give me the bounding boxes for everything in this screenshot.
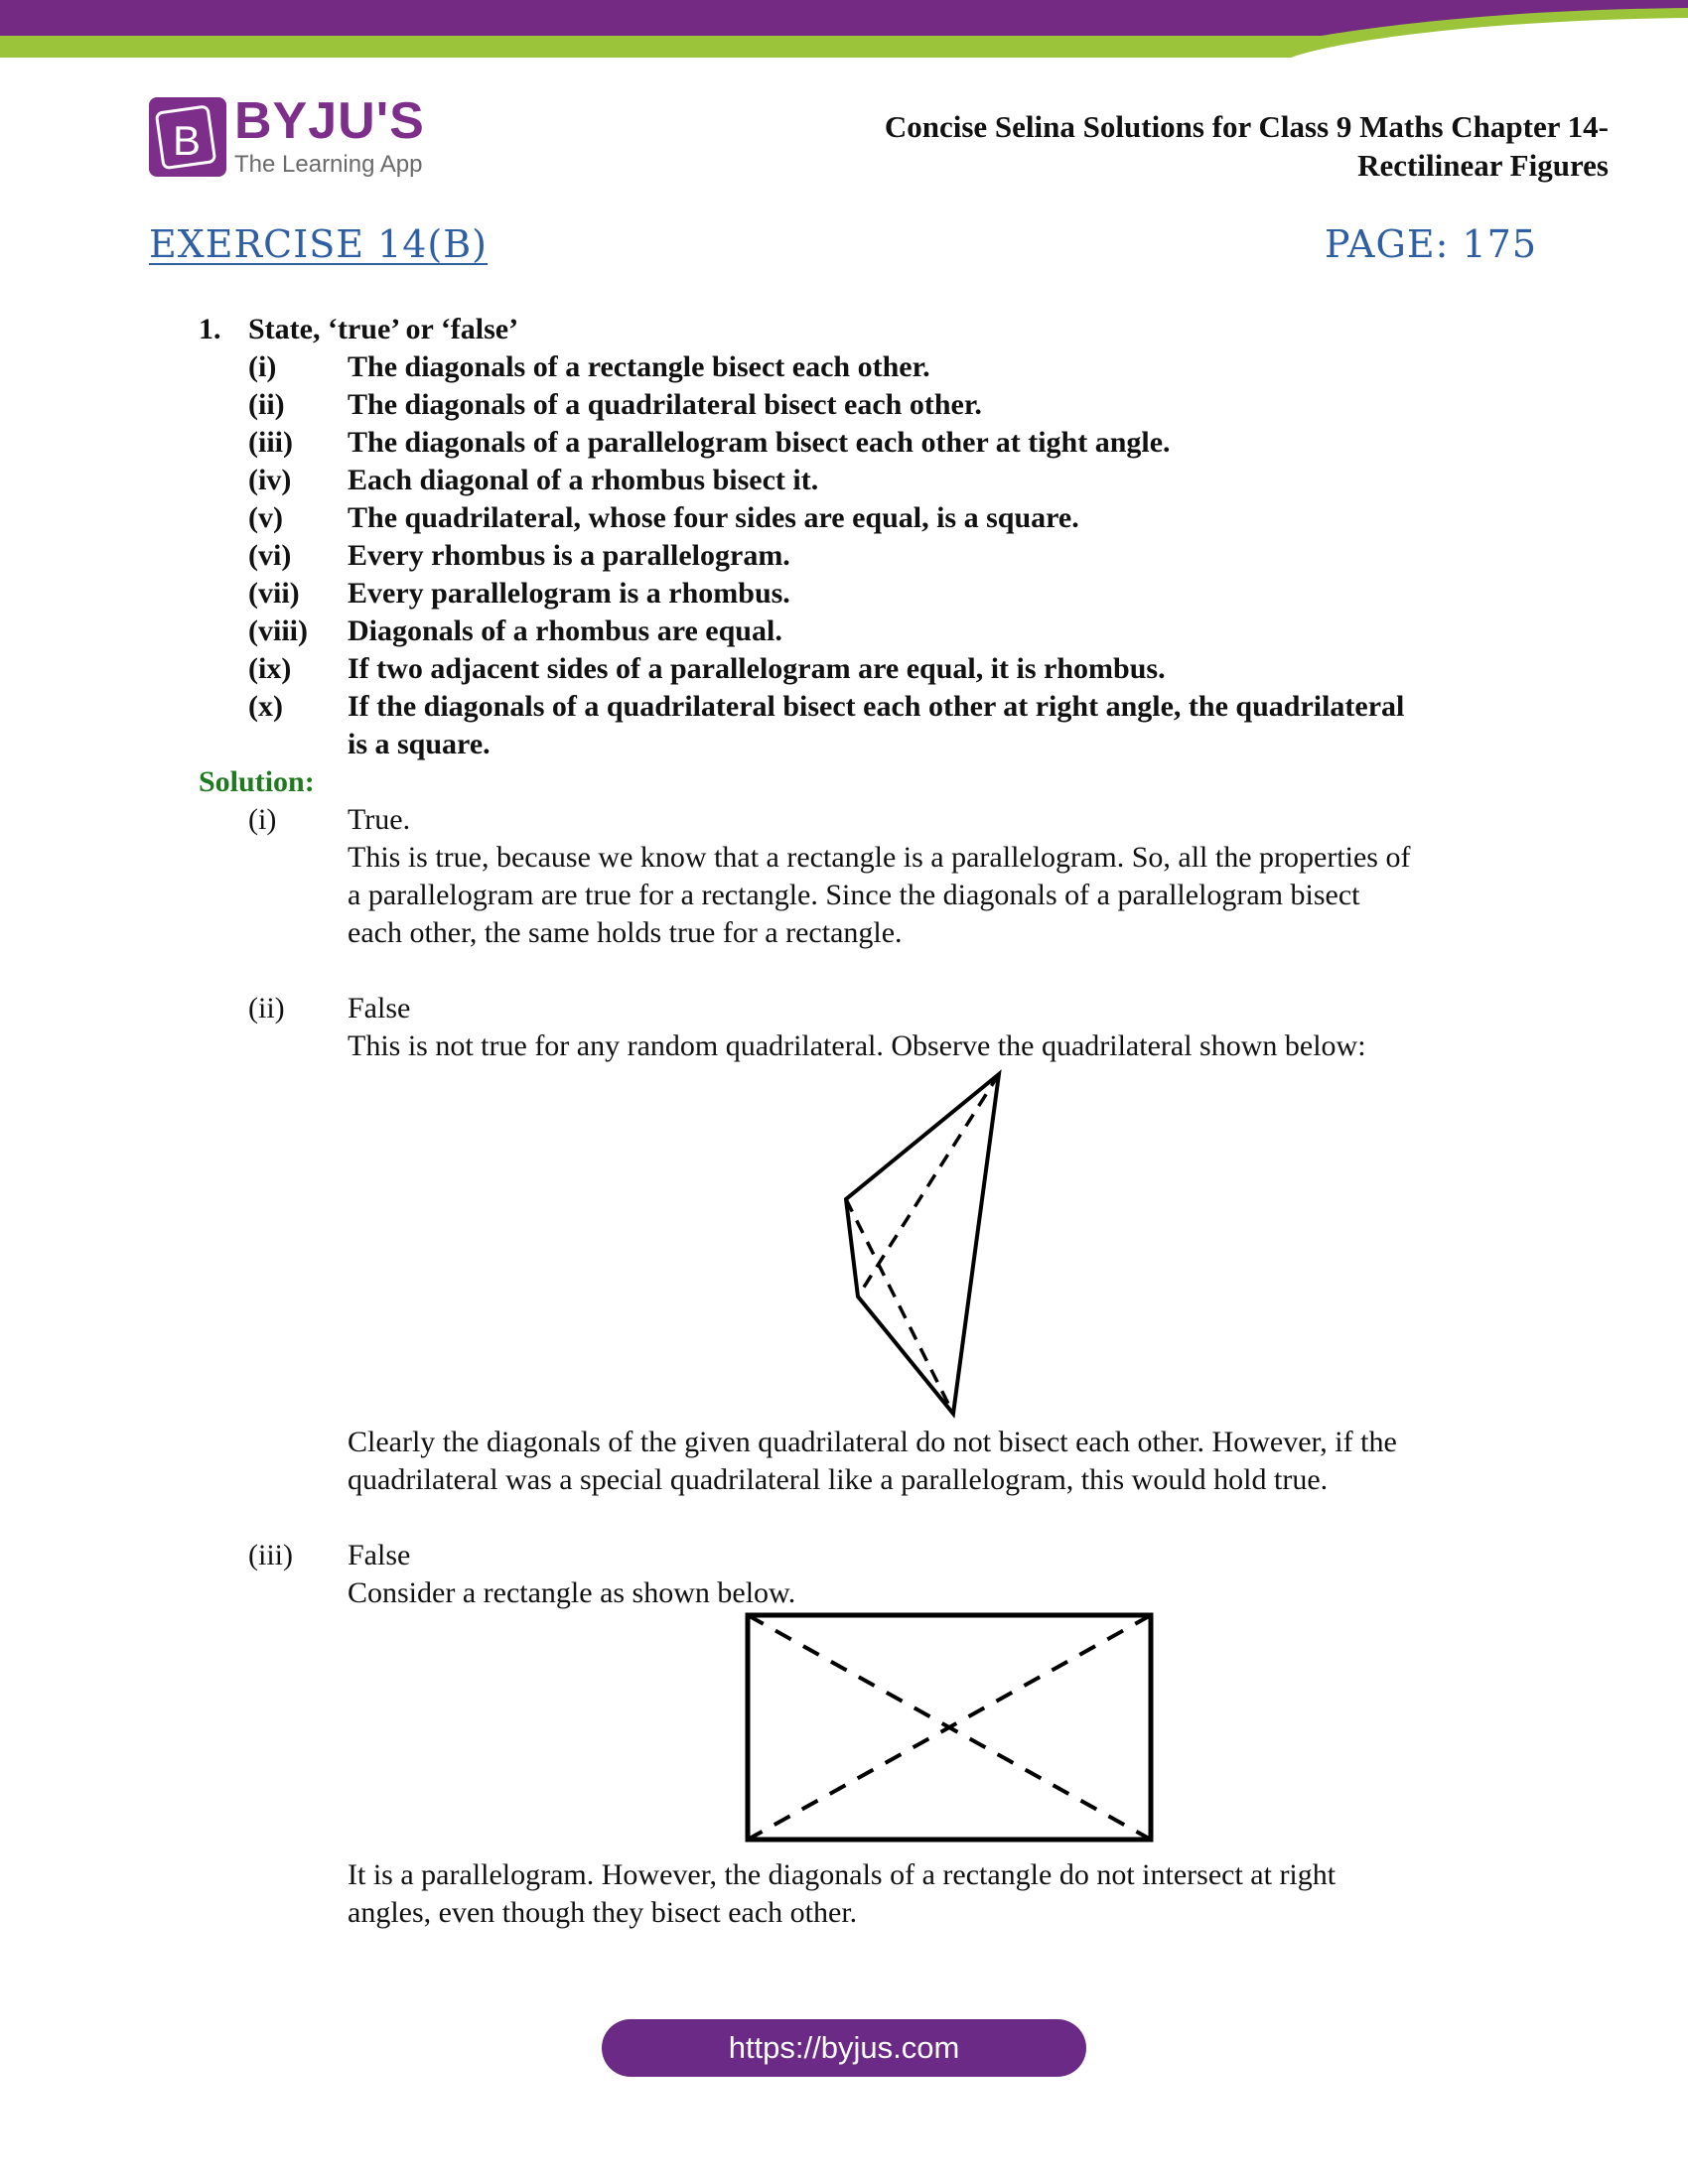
item-label: (ii): [248, 388, 285, 421]
item-label: (ix): [248, 652, 292, 685]
solution-answer: True.: [348, 803, 411, 836]
solution-answer: False: [348, 1539, 411, 1571]
item-text: Every rhombus is a parallelogram.: [348, 539, 790, 572]
solution-line: Clearly the diagonals of the given quadrilateral do not bisect each other. However, if the: [348, 1426, 1397, 1458]
solution-heading: Solution:: [199, 765, 315, 798]
exercise-heading: EXERCISE 14(B): [149, 222, 489, 266]
item-label: (vi): [248, 539, 292, 572]
byjus-logo[interactable]: [149, 92, 437, 183]
document-title: [885, 107, 1609, 185]
solution-line: This is true, because we know that a rectangle is a parallelogram. So, all the properties of: [348, 841, 1411, 874]
item-text: The quadrilateral, whose four sides are equal, is a square.: [348, 501, 1079, 534]
solution-line: angles, even though they bisect each other.: [348, 1896, 858, 1929]
item-label: (i): [248, 350, 277, 383]
item-text: Every parallelogram is a rhombus.: [348, 577, 790, 610]
header-band: [0, 0, 1688, 60]
item-text: Each diagonal of a rhombus bisect it.: [348, 464, 819, 496]
item-text: Diagonals of a rhombus are equal.: [348, 614, 782, 647]
logo-name: BYJU'S: [234, 92, 425, 150]
logo-tagline: The Learning App: [234, 151, 423, 178]
rectangle-figure: [743, 1610, 1156, 1846]
item-label: (x): [248, 690, 283, 723]
solution-line: This is not true for any random quadrilateral. Observe the quadrilateral shown below:: [348, 1029, 1366, 1062]
item-text: If two adjacent sides of a parallelogram are equal, it is rhombus.: [348, 652, 1166, 685]
item-text: If the diagonals of a quadrilateral bisect each other at right angle, the quadrilateral: [348, 690, 1405, 723]
item-text: The diagonals of a rectangle bisect each other.: [348, 350, 930, 383]
item-label: (iii): [248, 426, 293, 459]
solution-answer: False: [348, 992, 411, 1024]
footer-link[interactable]: [602, 2019, 1086, 2077]
item-text: The diagonals of a quadrilateral bisect each other.: [348, 388, 982, 421]
quadrilateral-figure: [824, 1062, 1023, 1420]
question-number: 1.: [199, 313, 221, 345]
solution-line: It is a parallelogram. However, the diagonals of a rectangle do not intersect at right: [348, 1858, 1336, 1891]
document-title-line1: Concise Selina Solutions for Class 9 Maths Chapter 14-: [884, 109, 1609, 144]
footer-url: https://byjus.com: [728, 2030, 960, 2065]
item-label: (v): [248, 501, 283, 534]
solution-label: (i): [248, 803, 277, 836]
logo-initial: B: [173, 117, 202, 164]
solution-label: (iii): [248, 1539, 293, 1571]
solution-label: (ii): [248, 992, 285, 1024]
solution-line: Consider a rectangle as shown below.: [348, 1576, 796, 1609]
item-label: (iv): [248, 464, 292, 496]
logo-mark: [149, 97, 226, 177]
solution-line: a parallelogram are true for a rectangle. Since the diagonals of a parallelogram bisect: [348, 879, 1360, 911]
item-label: (vii): [248, 577, 300, 610]
question-prompt: State, ‘true’ or ‘false’: [248, 313, 519, 345]
document-title-line2: Rectilinear Figures: [1357, 148, 1609, 183]
solution-line: each other, the same holds true for a rectangle.: [348, 916, 903, 949]
item-text: The diagonals of a parallelogram bisect each other at tight angle.: [348, 426, 1171, 459]
item-text-continued: is a square.: [348, 728, 491, 760]
quadrilateral-diagonal: [846, 1199, 953, 1414]
item-label: (viii): [248, 614, 308, 647]
solution-line: quadrilateral was a special quadrilateral like a parallelogram, this would hold true.: [348, 1463, 1329, 1496]
page-number: PAGE: 175: [1324, 222, 1537, 266]
